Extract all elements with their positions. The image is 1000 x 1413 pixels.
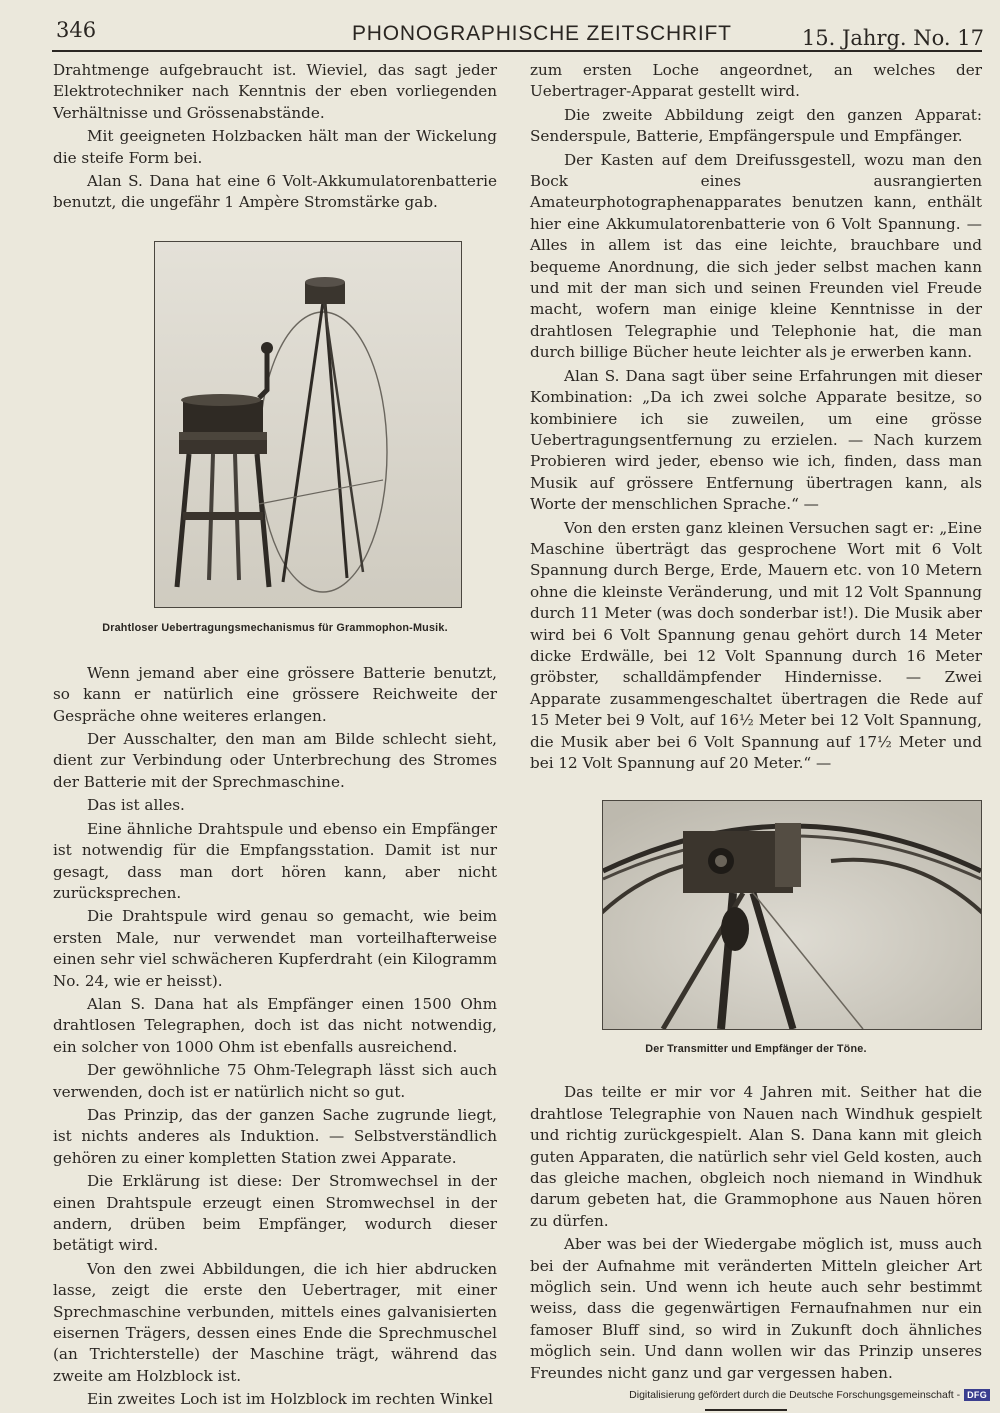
paragraph: Die Drahtspule wird genau so gemacht, wie beim ersten Male, nur verwendet man vorteilhafterweise einen sehr viel schwächeren Kupferdraht (ein Kilogramm No. 24, wie er heisst). — [53, 907, 497, 990]
right-column — [530, 60, 982, 1411]
issue-label: 15. Jahrg. No. 17 — [801, 26, 984, 50]
paragraph: Der Ausschalter, den man am Bilde schlecht sieht, dient zur Verbindung oder Unterbrechung des Stromes der Batterie mit der Sprechmaschine. — [53, 730, 497, 791]
figure-transmitter-receiver — [530, 800, 982, 1056]
paragraph: Mit geeigneten Holzbacken hält man der Wickelung die steife Form bei. — [53, 127, 497, 167]
gramophone-photo-illustration — [155, 242, 461, 607]
paragraph: Das teilte er mir vor 4 Jahren mit. Seither hat die drahtlose Telegraphie von Nauen nach Windhuk gespielt und richtig zurückgespielt. Alan S. Dana kann mit gleich guten Apparaten, die natürlich sehr viel Geld kosten, auch das gleiche machen, obgleich noch niemand in Windhuk darum gebeten hat, die Grammophone aus Nauen hören zu dürfen. — [530, 1083, 982, 1230]
page-number: 346 — [56, 18, 97, 42]
paragraph: Von den ersten ganz kleinen Versuchen sagt er: „Eine Maschine überträgt das gesprochene Wort mit 6 Volt Spannung durch Berge, Erde, Mauern etc. von 10 Metern ohne die kleinste Veränderung, und mit 12 Volt Spannung durch 11 Meter (was doch sonderbar ist!). Die Musik aber wird bei 6 Volt Spannung genau gehört durch 14 Meter dicke Erdwälle, bei 12 Volt Spannung durch 16 Meter gröbster, schalldämpfender Hindernisse. — Zwei Apparate zusammengeschaltet übertragen die Rede auf 15 Meter bei 9 Volt, auf 16½ Meter bei 12 Volt Spannung, die Musik aber bei 6 Volt Spannung auf 17½ Meter und bei 12 Volt Spannung auf 20 Meter.“ — — [530, 518, 982, 772]
digitization-credit — [629, 1389, 990, 1401]
figure-gramophone-transmitter — [53, 241, 497, 635]
paragraph: Alan S. Dana sagt über seine Erfahrungen mit dieser Kombination: „Da ich zwei solche Apparate besitze, so kombiniere ich sie zuweilen, um eine grösse Uebertragungsentfernung zu erzielen. — Nach kurzem Probieren wird jeder, ebenso wie ich, finden, dass man Musik auf grössere Entfernung übertragen kann, als Worte der menschlichen Sprache.“ — — [530, 366, 982, 514]
figure-caption: Drahtloser Uebertragungsmechanismus für Grammophon-Musik. — [102, 621, 448, 634]
left-column — [53, 60, 497, 1413]
digitization-text: Digitalisierung gefördert durch die Deutsche Forschungsgemeinschaft - — [629, 1389, 961, 1401]
figure-caption: Der Transmitter und Empfänger der Töne. — [645, 1043, 867, 1056]
paragraph: Alan S. Dana hat als Empfänger einen 1500 Ohm drahtlosen Telegraphen, doch ist das nicht notwendig, ein solcher von 1000 Ohm ist ebenfalls ausreichend. — [53, 994, 497, 1056]
paragraph: zum ersten Loche angeordnet, an welches der Uebertrager-Apparat gestellt wird. — [530, 61, 982, 101]
paragraph: Ein zweites Loch ist im Holzblock im rechten Winkel — [87, 1390, 493, 1409]
paragraph: Das Prinzip, das der ganzen Sache zugrunde liegt, ist nichts anderes als Induktion. — Selbstverständlich gehören zu einer kompletten Station zwei Apparate. — [53, 1105, 497, 1167]
paragraph: Der gewöhnliche 75 Ohm-Telegraph lässt sich auch verwenden, doch ist er natürlich nicht so gut. — [53, 1061, 497, 1101]
paragraph: Drahtmenge aufgebraucht ist. Wieviel, das sagt jeder Elektrotechniker nach Kenntnis der eben vorliegenden Verhältnisse und Grössenabstände. — [53, 61, 497, 122]
paragraph: Die zweite Abbildung zeigt den ganzen Apparat: Senderspule, Batterie, Empfängerspule und Empfänger. — [530, 105, 982, 146]
header-rule — [52, 50, 982, 52]
dfg-logo: DFG — [964, 1389, 990, 1401]
paragraph: Das ist alles. — [87, 796, 185, 815]
transmitter-photo — [602, 800, 982, 1030]
gramophone-photo — [154, 241, 462, 608]
journal-title: PHONOGRAPHISCHE ZEITSCHRIFT — [352, 22, 732, 45]
paragraph: Die Erklärung ist diese: Der Stromwechsel in der einen Drahtspule erzeugt einen Stromwechsel in der andern, drüben beim Empfänger, wodurch dieser betätigt wird. — [53, 1172, 497, 1255]
paragraph: Wenn jemand aber eine grössere Batterie benutzt, so kann er natürlich eine grössere Reichweite der Gespräche ohne weiteres erlangen. — [53, 663, 497, 725]
paragraph: Von den zwei Abbildungen, die ich hier abdrucken lasse, zeigt die erste den Uebertrager, mit einer Sprechmaschine verbunden, mittels eines galvanisierten eisernen Trägers, dessen eines Ende die Sprechmuschel (an Trichterstelle) der Maschine trägt, während das zweite am Holzblock ist. — [53, 1259, 497, 1385]
paragraph: Der Kasten auf dem Dreifussgestell, wozu man den Bock eines ausrangierten Amateurphotographenapparates benutzen kann, enthält hier eine Akkumulatorenbatterie von 6 Volt Spannung. — Alles in allem ist das eine leichte, brauchbare und bequeme Anordnung, die sich jeder selbst machen kann und mit der man sich und seinen Freunden viel Freude macht, wofern man einige kleine Kenntnisse in der drahtlosen Telegraphie und Telephonie hat, die man durch billige Bücher heute leichter als je erwerben kann. — [530, 150, 982, 362]
paragraph: Aber was bei der Wiedergabe möglich ist, muss auch bei der Aufnahme mit veränderten Mitteln gleicher Art möglich sein. Und wenn ich heute auch sehr bestimmt weiss, dass die gegenwärtigen Fernaufnahmen nur ein famoser Bluff sind, so wird in Zukunft doch ähnliches möglich sein. Und dann wollen wir das Prinzip unseres Freundes nicht ganz und gar vergessen haben. — [530, 1235, 982, 1382]
end-rule — [705, 1409, 787, 1411]
paragraph: Eine ähnliche Drahtspule und ebenso ein Empfänger ist notwendig für die Empfangsstation. Damit ist nur gesagt, dass man dort hören kann, aber nicht zurücksprechen. — [53, 819, 497, 902]
paragraph: Alan S. Dana hat eine 6 Volt-Akkumulatorenbatterie benutzt, die ungefähr 1 Ampère Stromstärke gab. — [53, 172, 497, 212]
transmitter-photo-illustration — [603, 801, 981, 1029]
